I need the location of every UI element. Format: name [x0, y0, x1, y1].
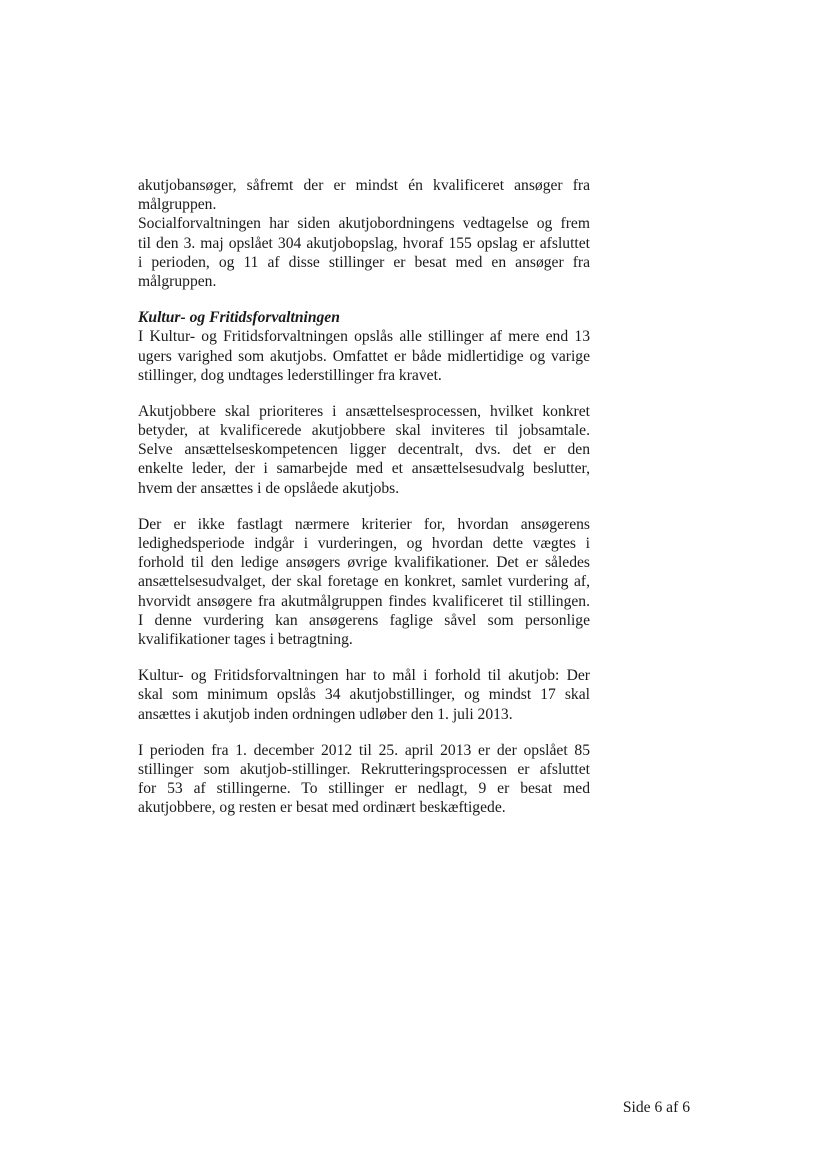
text-line: forhold til den ledige ansøgers øvrige kvalifikationer. Det er således — [138, 554, 590, 572]
text-line: stillinger som akutjob-stillinger. Rekrutteringsprocessen er afsluttet — [138, 760, 590, 778]
text-line: til den 3. maj opslået 304 akutjobopslag, hvoraf 155 opslag er afsluttet — [138, 234, 590, 252]
text-line: Socialforvaltningen har siden akutjobordningens vedtagelse og frem — [138, 215, 590, 233]
text-line: enkelte leder, der i samarbejde med et ansættelsesudvalg beslutter, — [138, 460, 590, 478]
text-line: ansættelsesudvalget, der skal foretage en konkret, samlet vurdering af, — [138, 573, 590, 591]
text-line: akutjobansøger, såfremt der er mindst én kvalificeret ansøger fra — [138, 177, 590, 194]
page-number: Side 6 af 6 — [622, 1099, 690, 1116]
text-line: I denne vurdering kan ansøgerens faglige såvel som personlige — [138, 611, 590, 629]
text-line: målgruppen. — [138, 196, 217, 214]
socialforvaltning-paragraph — [138, 214, 590, 291]
section-heading: Kultur- og Fritidsforvaltningen — [138, 309, 340, 327]
text-line: i perioden, og 11 af disse stillinger er besat med en ansøger fra — [138, 253, 590, 271]
section-paragraph-2 — [138, 402, 590, 498]
text-line: I perioden fra 1. december 2012 til 25. april 2013 er der opslået 85 — [138, 741, 590, 759]
text-line: kvalifikationer tages i betragtning. — [138, 630, 353, 648]
text-line: betyder, at kvalificerede akutjobbere skal inviteres til jobsamtale. — [138, 422, 590, 440]
text-line: for 53 af stillingerne. To stillinger er nedlagt, 9 er besat med — [138, 780, 590, 798]
text-line: målgruppen. — [138, 272, 217, 290]
text-line: I Kultur- og Fritidsforvaltningen opslås alle stillinger af mere end 13 — [138, 328, 590, 346]
text-line: Akutjobbere skal prioriteres i ansættelsesprocessen, hvilket konkret — [138, 402, 590, 420]
text-line: akutjobbere, og resten er besat med ordinært beskæftigede. — [138, 799, 506, 817]
section-paragraph-5 — [138, 741, 590, 818]
section-paragraph-3 — [138, 515, 590, 649]
text-line: ugers varighed som akutjobs. Omfattet er både midlertidige og varige — [138, 347, 590, 365]
page-body — [138, 176, 590, 817]
text-line: hvorvidt ansøgere fra akutmålgruppen findes kvalificeret til stillingen. — [138, 592, 590, 610]
text-line: ansættes i akutjob inden ordningen udløber den 1. juli 2013. — [138, 705, 513, 723]
text-line: stillinger, dog undtages lederstillinger fra kravet. — [138, 366, 442, 384]
text-line: Kultur- og Fritidsforvaltningen har to mål i forhold til akutjob: Der — [138, 667, 590, 685]
section-paragraph-4 — [138, 666, 590, 724]
text-line: Selve ansættelseskompetencen ligger decentralt, dvs. det er den — [138, 441, 590, 459]
text-line: ledighedsperiode indgår i vurderingen, og hvordan dette vægtes i — [138, 535, 590, 552]
intro-paragraph — [138, 176, 590, 214]
text-line: skal som minimum opslås 34 akutjobstillinger, og mindst 17 skal — [138, 686, 590, 704]
section-paragraph-1 — [138, 327, 590, 385]
text-line: Der er ikke fastlagt nærmere kriterier for, hvordan ansøgerens — [138, 515, 590, 533]
text-line: hvem der ansættes i de opslåede akutjobs. — [138, 479, 400, 497]
